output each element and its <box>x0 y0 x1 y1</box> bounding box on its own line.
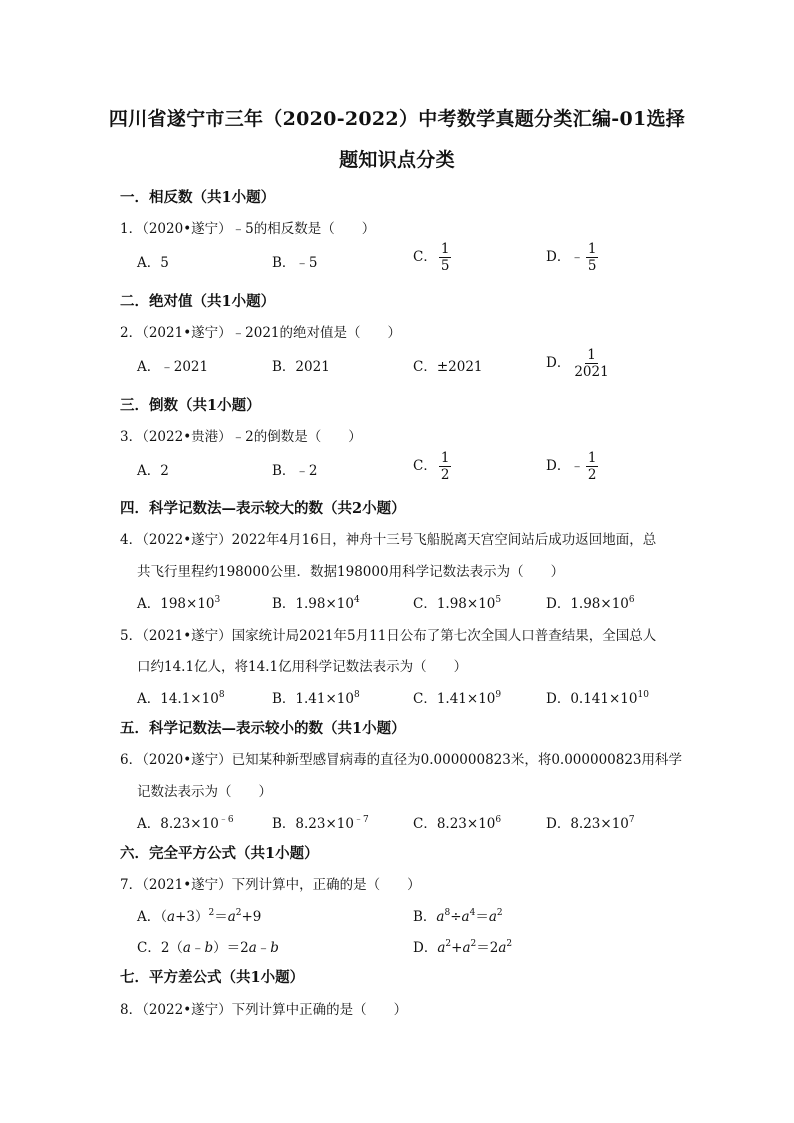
q4-option-c: C．$1.98\times 10^5$ <box>413 595 502 612</box>
q6-option-c: C．$8.23\times 10^6$ <box>413 815 502 832</box>
question-2: 2．（2021•遂宁）﹣2021的绝对值是（ ） <box>120 325 402 341</box>
section-heading-difference-of-squares: 七．平方差公式（共1小题） <box>120 969 305 986</box>
q5-option-d: D．$0.141\times 10^{10}$ <box>546 690 649 707</box>
document-title-line-1: 四川省遂宁市三年（2020-2022）中考数学真题分类汇编-01选择 <box>108 108 686 130</box>
section-heading-perfect-square: 六．完全平方公式（共1小题） <box>120 845 319 862</box>
q1-option-c: C． $\frac{1}{5}$ <box>413 241 450 275</box>
q5-option-b: B．$1.41\times 10^8$ <box>272 690 360 707</box>
section-heading-opposite-number: 一．相反数（共1小题） <box>120 189 276 206</box>
q6-option-d: D．$8.23\times 10^7$ <box>546 815 635 832</box>
q2-option-b: B．2021 <box>272 359 330 375</box>
fraction: $\frac{1}{5}$ <box>440 241 450 275</box>
question-4-line-1: 4．（2022•遂宁）2022年4月16日，神舟十三号飞船脱离天宫空间站后成功返回地面，总 <box>120 532 657 548</box>
section-heading-reciprocal: 三．倒数（共1小题） <box>120 397 261 414</box>
section-heading-sci-notation-large: 四．科学记数法—表示较大的数（共2小题） <box>120 500 406 517</box>
q1-option-b: B．﹣5 <box>272 255 318 271</box>
q3-option-d: D．﹣ $\frac{1}{2}$ <box>546 450 597 484</box>
q4-option-a: A．$198\times 10^3$ <box>137 595 221 612</box>
question-5-line-1: 5．（2021•遂宁）国家统计局2021年5月11日公布了第七次全国人口普查结果，全国总人 <box>120 628 657 644</box>
fraction: $\frac{1}{2}$ <box>587 450 597 484</box>
question-5-line-2: 口约14.1亿人，将14.1亿用科学记数法表示为（ ） <box>137 659 468 675</box>
q2-option-d: D． $\frac{1}{2021}$ <box>546 347 609 381</box>
question-6-line-1: 6．（2020•遂宁）已知某种新型感冒病毒的直径为0.000000823米，将0.000000823用科学 <box>120 752 683 768</box>
q3-option-c: C． $\frac{1}{2}$ <box>413 450 450 484</box>
q7-option-d: D．$a^2+a^2=2a^2$ <box>413 939 513 956</box>
q3-option-b: B．﹣2 <box>272 463 318 479</box>
question-6-line-2: 记数法表示为（ ） <box>137 784 272 800</box>
q6-option-a: A．$8.23\times 10^{﹣6}$ <box>137 815 234 832</box>
q2-option-c: C．±2021 <box>413 359 483 375</box>
fraction: $\frac{1}{2}$ <box>440 450 450 484</box>
q7-option-c: C．2（a﹣b）＝2a﹣b <box>137 940 279 956</box>
question-8: 8．（2022•遂宁）下列计算中正确的是（ ） <box>120 1002 408 1018</box>
q4-option-b: B．$1.98\times 10^4$ <box>272 595 360 612</box>
q5-option-a: A．$14.1\times 10^8$ <box>137 690 225 707</box>
q4-option-d: D．$1.98\times 10^6$ <box>546 595 635 612</box>
question-7: 7．（2021•遂宁）下列计算中，正确的是（ ） <box>120 877 421 893</box>
q2-option-a: A．﹣2021 <box>137 359 209 375</box>
fraction: $\frac{1}{5}$ <box>587 241 597 275</box>
q1-option-a: A．5 <box>137 255 169 271</box>
q6-option-b: B．$8.23\times 10^{﹣7}$ <box>272 815 369 832</box>
q5-option-c: C．$1.41\times 10^9$ <box>413 690 502 707</box>
q3-option-a: A．2 <box>137 463 169 479</box>
q7-option-a: A．$(a+3)^2=a^2+9$ <box>137 908 262 925</box>
question-1: 1．（2020•遂宁）﹣5的相反数是（ ） <box>120 221 376 237</box>
document-title-line-2: 题知识点分类 <box>339 149 455 171</box>
section-heading-absolute-value: 二．绝对值（共1小题） <box>120 293 276 310</box>
question-3: 3．（2022•贵港）﹣2的倒数是（ ） <box>120 429 362 445</box>
question-4-line-2: 共飞行里程约198000公里．数据198000用科学记数法表示为（ ） <box>137 564 565 580</box>
q7-option-b: B．$a^8\div a^4=a^2$ <box>413 908 503 925</box>
q1-option-d: D．﹣ $\frac{1}{5}$ <box>546 241 597 275</box>
fraction: $\frac{1}{2021}$ <box>574 347 609 381</box>
section-heading-sci-notation-small: 五．科学记数法—表示较小的数（共1小题） <box>120 720 406 737</box>
